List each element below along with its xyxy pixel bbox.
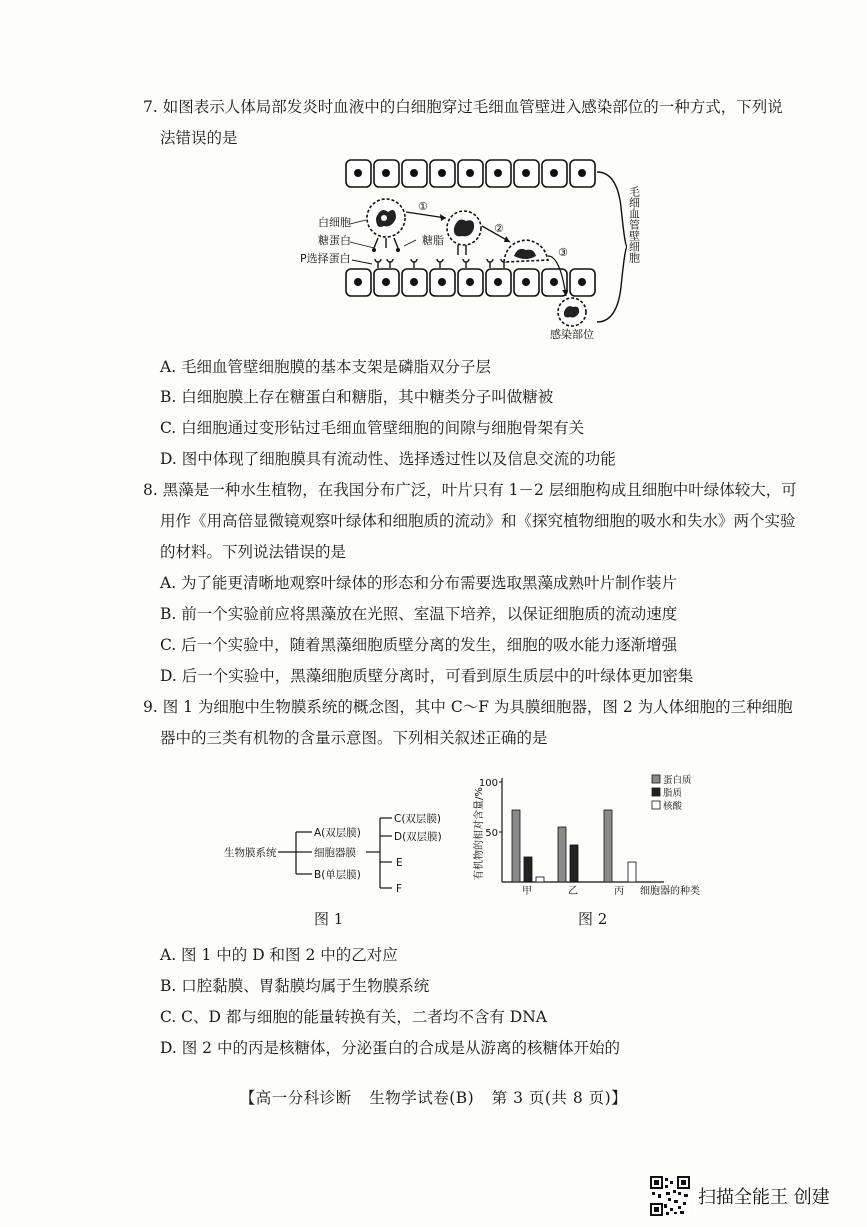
bar-乙-蛋白质 [558, 827, 566, 882]
q9-figure-1 [222, 808, 452, 904]
step-3-label: ③ [558, 246, 568, 259]
fig1-c: C(双层膜) [394, 813, 442, 825]
fig1-organelle-membrane: 细胞器膜 [314, 847, 356, 859]
q7-option-d[interactable]: D. 图中体现了细胞膜具有流动性、选择透过性以及信息交流的功能 [160, 450, 616, 468]
legend-label-蛋白质: 蛋白质 [663, 775, 692, 786]
y-tick-label-0: 50 [485, 828, 498, 839]
bar-甲-脂质 [524, 857, 532, 882]
fig1-caption: 图 1 [314, 910, 344, 928]
qr-code-icon [650, 1176, 690, 1216]
q8-option-a[interactable]: A. 为了能更清晰地观察叶绿体的形态和分布需要选取黑藻成熟叶片制作装片 [160, 574, 678, 592]
label-white-blood-cell: 白细胞 [318, 216, 351, 229]
bar-甲-蛋白质 [512, 810, 520, 882]
chart-y-axis-label: 有机物的相对含量/% [474, 787, 485, 880]
legend-swatch-核酸 [652, 801, 660, 809]
q7-option-b[interactable]: B. 白细胞膜上存在糖蛋白和糖脂，其中糖类分子叫做糖被 [160, 388, 554, 406]
footer-page: 第 3 页(共 8 页)】 [491, 1089, 628, 1107]
fig1-a: A(双层膜) [314, 827, 361, 839]
fig1-d: D(双层膜) [394, 831, 442, 843]
x-tick-label-乙: 乙 [568, 886, 578, 897]
infection-site-cell [558, 298, 586, 326]
legend-swatch-蛋白质 [652, 775, 660, 783]
footer-subject: 生物学试卷(B) [369, 1089, 475, 1107]
fig1-root: 生物膜系统 [224, 847, 277, 859]
x-tick-label-甲: 甲 [522, 886, 532, 897]
white-blood-cell-1 [367, 199, 405, 252]
legend-swatch-脂质 [652, 788, 660, 796]
q8-option-c[interactable]: C. 后一个实验中，随着黑藻细胞质壁分离的发生，细胞的吸水能力逐渐增强 [160, 636, 678, 654]
q8-option-d[interactable]: D. 后一个实验中，黑藻细胞质壁分离时，可看到原生质层中的叶绿体更加密集 [160, 667, 694, 685]
fig1-b: B(单层膜) [314, 869, 361, 881]
bar-甲-核酸 [536, 877, 544, 882]
q7-option-a[interactable]: A. 毛细血管壁细胞膜的基本支架是磷脂双分子层 [160, 358, 492, 376]
white-blood-cell-3 [504, 240, 548, 262]
q9-option-a[interactable]: A. 图 1 中的 D 和图 2 中的乙对应 [160, 946, 398, 964]
q9-option-b[interactable]: B. 口腔黏膜、胃黏膜均属于生物膜系统 [160, 977, 430, 995]
q8-option-b[interactable]: B. 前一个实验前应将黑藻放在光照、室温下培养，以保证细胞质的流动速度 [160, 605, 678, 623]
q8-stem-line1: 8. 黑藻是一种水生植物，在我国分布广泛，叶片只有 1－2 层细胞构成且细胞中叶绿体较大，可 [143, 481, 797, 499]
legend-label-核酸: 核酸 [663, 801, 683, 812]
y-tick-label-1: 100 [478, 778, 498, 789]
step-2-label: ② [494, 222, 504, 235]
q9-figure-2-chart [468, 768, 708, 902]
label-glycolipid: 糖脂 [422, 234, 444, 247]
q7-stem-line1: 7. 如图表示人体局部发炎时血液中的白细胞穿过毛细血管壁进入感染部位的一种方式，下列说 [143, 98, 783, 116]
label-infection-site: 感染部位 [550, 328, 594, 341]
bar-乙-脂质 [570, 845, 578, 882]
footer-exam: 【高一分科诊断 [239, 1089, 352, 1107]
label-capillary-wall: 毛细血管壁细胞 [627, 186, 641, 263]
q7-option-c[interactable]: C. 白细胞通过变形钻过毛细血管壁细胞的间隙与细胞骨架有关 [160, 419, 585, 437]
legend-label-脂质: 脂质 [663, 788, 683, 799]
q7-figure [290, 152, 650, 348]
label-glycoprotein: 糖蛋白 [318, 234, 351, 247]
scanner-watermark [650, 1176, 862, 1216]
x-tick-label-丙: 丙 [614, 886, 624, 897]
step-1-label: ① [418, 200, 428, 213]
fig1-e: E [396, 857, 403, 869]
q7-stem-line2: 法错误的是 [160, 129, 238, 147]
q8-stem-line2: 用作《用高倍显微镜观察叶绿体和细胞质的流动》和《探究植物细胞的吸水和失水》两个实验 [160, 512, 796, 530]
q8-stem-line3: 的材料。下列说法错误的是 [160, 543, 347, 561]
white-blood-cell-2 [447, 211, 481, 255]
page-footer [0, 1086, 867, 1108]
bar-丙-蛋白质 [604, 810, 612, 882]
q9-stem-line2: 器中的三类有机物的含量示意图。下列相关叙述正确的是 [160, 729, 548, 747]
scanner-watermark-text: 扫描全能王 创建 [698, 1187, 830, 1208]
fig2-caption: 图 2 [578, 910, 608, 928]
bar-丙-核酸 [628, 862, 636, 882]
label-p-selectin: P选择蛋白 [300, 252, 351, 265]
q9-stem-line1: 9. 图 1 为细胞中生物膜系统的概念图，其中 C～F 为具膜细胞器，图 2 为人体细胞的三种细胞 [143, 698, 793, 716]
chart-x-axis-label: 细胞器的种类 [640, 886, 700, 897]
fig1-f: F [396, 883, 403, 895]
q9-option-d[interactable]: D. 图 2 中的丙是核糖体，分泌蛋白的合成是从游离的核糖体开始的 [160, 1039, 620, 1057]
p-selectin-receptors [375, 259, 507, 268]
q9-option-c[interactable]: C. C、D 都与细胞的能量转换有关，二者均不含有 DNA [160, 1008, 547, 1026]
